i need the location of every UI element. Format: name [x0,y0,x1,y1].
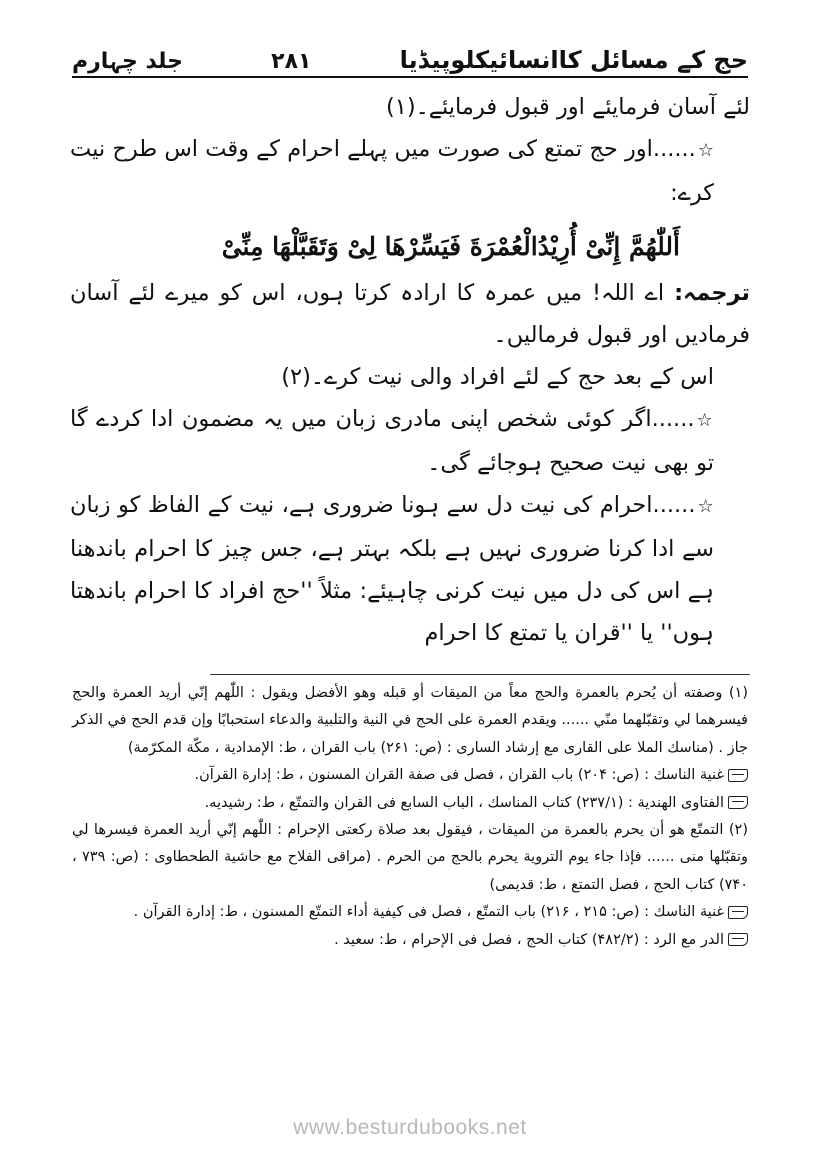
reference-icon [728,769,748,782]
paragraph-text: ......اور حج تمتع کی صورت میں پہلے احرام کے وقت اس طرح نیت کرے: [70,136,714,206]
reference [72,927,748,954]
reference-text: الفتاوى الهندية : (۲۳۷/۱) كتاب المناسك ، الباب السابع فى القران والتمتّع ، ط: رشيديه. [204,794,724,811]
arabic-prayer: أَللّٰهُمَّ إِنِّیْ أُرِیْدُالْعُمْرَةَ فَیَسِّرْهَا لِیْ وَتَقَبَّلْهَا مِنِّیْ [221,232,680,261]
page-header [72,34,748,78]
translation-text: اے اللہ! میں عمرہ کا ارادہ کرتا ہوں، اس کو میرے لئے آسان فرمادیں اور قبول فرمالیں۔ [70,280,750,348]
paragraph [70,398,750,484]
reference-text: غنية الناسك : (ص: ۲۱۵ ، ۲۱۶) باب التمتّع ، فصل فى كيفية أداء التمتّع المسنون ، ط: إدارة القرآن . [133,904,724,921]
reference [72,790,748,817]
volume-label: جلد چہارم [72,49,183,74]
reference-text: الدر مع الرد : (۴۸۲/۲) كتاب الحج ، فصل فى الإحرام ، ط: سعيد . [334,931,724,948]
footnotes [72,680,748,954]
reference [72,762,748,789]
paragraph-text: ......احرام کی نیت دل سے ہونا ضروری ہے، نیت کے الفاظ کو زبان سے ادا کرنا ضروری نہیں ہے بلکہ بہتر ہے، جس چیز کا احرام باندھنا ہے اس کی دل میں نیت کرنی چاہیئے: مثلاً ''حج افراد کا احرام باندھتا ہوں'' یا ''قران یا تمتع کا احرام [70,492,714,646]
paragraph [70,484,750,654]
paragraph [70,128,750,214]
watermark: www.besturdubooks.net [293,1116,527,1139]
reference-icon [728,906,748,919]
star-icon: ☆ [696,410,714,431]
star-icon: ☆ [697,140,714,161]
paragraph: لئے آسان فرمایئے اور قبول فرمایئے۔(۱) [385,94,750,120]
footnote-divider [210,674,750,675]
footnote: (۱) وصفته أن يُحرم بالعمرة والحج معاً من الميقات أو قبله وهو الأفضل ويقول : اللّٰهم إنّي أريد العمرة والحج فيسرهما لي وتقبّلهما منّي ...... ويقدم العمرة على الحج في النية والتلبية والدعاء استحبابًا وإن قدم الحج في الذكر جاز . (مناسك الملا على القارى مع إرشاد السارى : (ص: ۲۶۱) باب القران ، ط: الإمدادية ، مكّة المكرّمة) [72,685,748,756]
page-number: ۲۸۱ [271,49,312,74]
main-text [70,86,750,654]
reference-icon [728,796,748,809]
paragraph: اس کے بعد حج کے لئے افراد والی نیت کرے۔(۲) [281,364,714,390]
reference-text: غنية الناسك : (ص: ۲۰۴) باب القران ، فصل فى صفة القران المسنون ، ط: إدارة القرآن. [194,767,724,784]
book-title: حج کے مسائل کاانسائیکلوپیڈیا [399,46,748,74]
footnote: (۲) التمتّع هو أن يحرم بالعمرة من الميقات ، فيقول بعد صلاة ركعتى الإحرام : اللّٰهم إنّي أريد العمرة فيسرها لي وتقبّلها منى ...... فإذا جاء يوم التروية يحرم بالحج من الحرم . (مراقى الفلاح مع حاشية الطحطاوى : (ص: ۷۳۹ ، ۷۴۰) كتاب الحج ، فصل التمتع ، ط: قديمى) [72,822,748,893]
star-icon: ☆ [697,496,714,517]
translation-label: ترجمہ: [674,280,750,306]
translation [70,272,750,356]
reference [72,899,748,926]
reference-icon [728,933,748,946]
paragraph-text: ......اگر کوئی شخص اپنی مادری زبان میں یہ مضمون ادا کردے گا تو بھی نیت صحیح ہوجائے گی۔ [70,406,714,476]
